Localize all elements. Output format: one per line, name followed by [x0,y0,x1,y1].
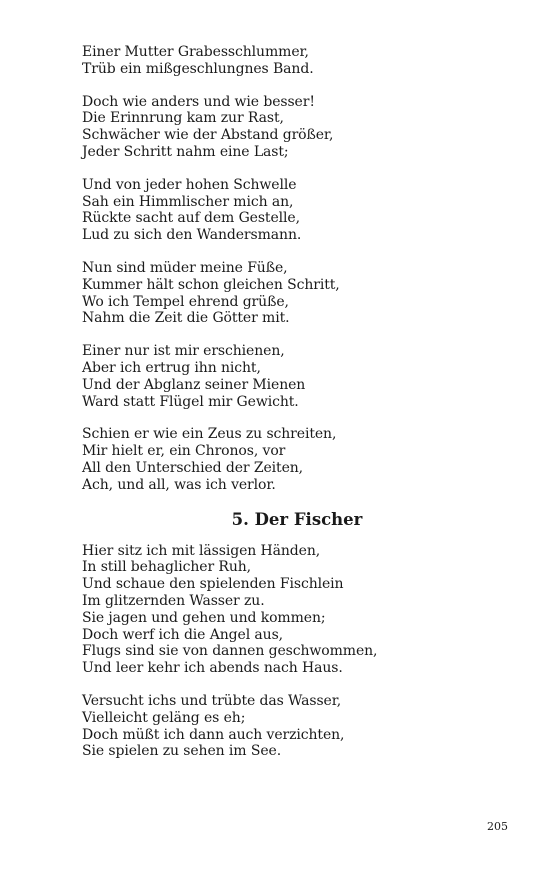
verse-line: Doch wie anders und wie besser! [82,93,315,110]
stanza [82,44,502,78]
verse-line: Kummer hält schon gleichen Schritt, [82,276,340,293]
verse-line: Versucht ichs und trübte das Wasser, [82,692,342,709]
verse-line: Sie spielen zu sehen im See. [82,743,282,760]
verse-line: Einer nur ist mir erschienen, [82,343,285,360]
verse-line: Mir hielt er, ein Chronos, vor [82,443,286,460]
verse-line: Aber ich ertrug ihn nicht, [82,359,261,376]
stanza [82,94,502,161]
stanza [82,260,502,327]
stanza [82,426,502,493]
stanza [82,543,502,677]
verse-line: Flugs sind sie von dannen geschwommen, [82,643,378,660]
stanza [82,343,502,410]
verse-line: Und von jeder hohen Schwelle [82,176,297,193]
verse-line: In still behaglicher Ruh, [82,559,252,576]
verse-line: Die Erinnrung kam zur Rast, [82,110,284,127]
verse-line: Sah ein Himmlischer mich an, [82,193,294,210]
verse-line: Lud zu sich den Wandersmann. [82,227,302,244]
verse-line: Schwächer wie der Abstand größer, [82,127,334,144]
stanza [82,177,502,244]
verse-line: Rückte sacht auf dem Gestelle, [82,210,300,227]
verse-line: Jeder Schritt nahm eine Last; [82,143,289,160]
verse-line: Im glitzernden Wasser zu. [82,592,265,609]
verse-line: Doch müßt ich dann auch verzichten, [82,726,345,743]
verse-line: Wo ich Tempel ehrend grüße, [82,293,289,310]
verse-line: Ward statt Flügel mir Gewicht. [82,393,299,410]
verse-line: Hier sitz ich mit lässigen Händen, [82,542,321,559]
verse-line: Trüb ein mißgeschlungnes Band. [82,60,314,77]
page-number: 205 [487,820,508,833]
verse-line: Und leer kehr ich abends nach Haus. [82,660,343,677]
verse-line: Einer Mutter Grabesschlummer, [82,44,309,60]
page-body [82,44,502,776]
verse-line: Und der Abglanz seiner Mienen [82,376,306,393]
verse-line: Nahm die Zeit die Götter mit. [82,310,290,327]
verse-line: Nun sind müder meine Füße, [82,259,288,276]
verse-line: Und schaue den spielenden Fischlein [82,576,344,593]
verse-line: Doch werf ich die Angel aus, [82,626,284,643]
verse-line: Ach, und all, was ich verlor. [82,476,276,493]
verse-line: All den Unterschied der Zeiten, [82,459,304,476]
stanza [82,693,502,760]
verse-line: Vielleicht geläng es eh; [82,709,246,726]
poem-title: 5. Der Fischer [231,509,363,529]
verse-line: Schien er wie ein Zeus zu schreiten, [82,426,337,443]
verse-line: Sie jagen und gehen und kommen; [82,609,326,626]
